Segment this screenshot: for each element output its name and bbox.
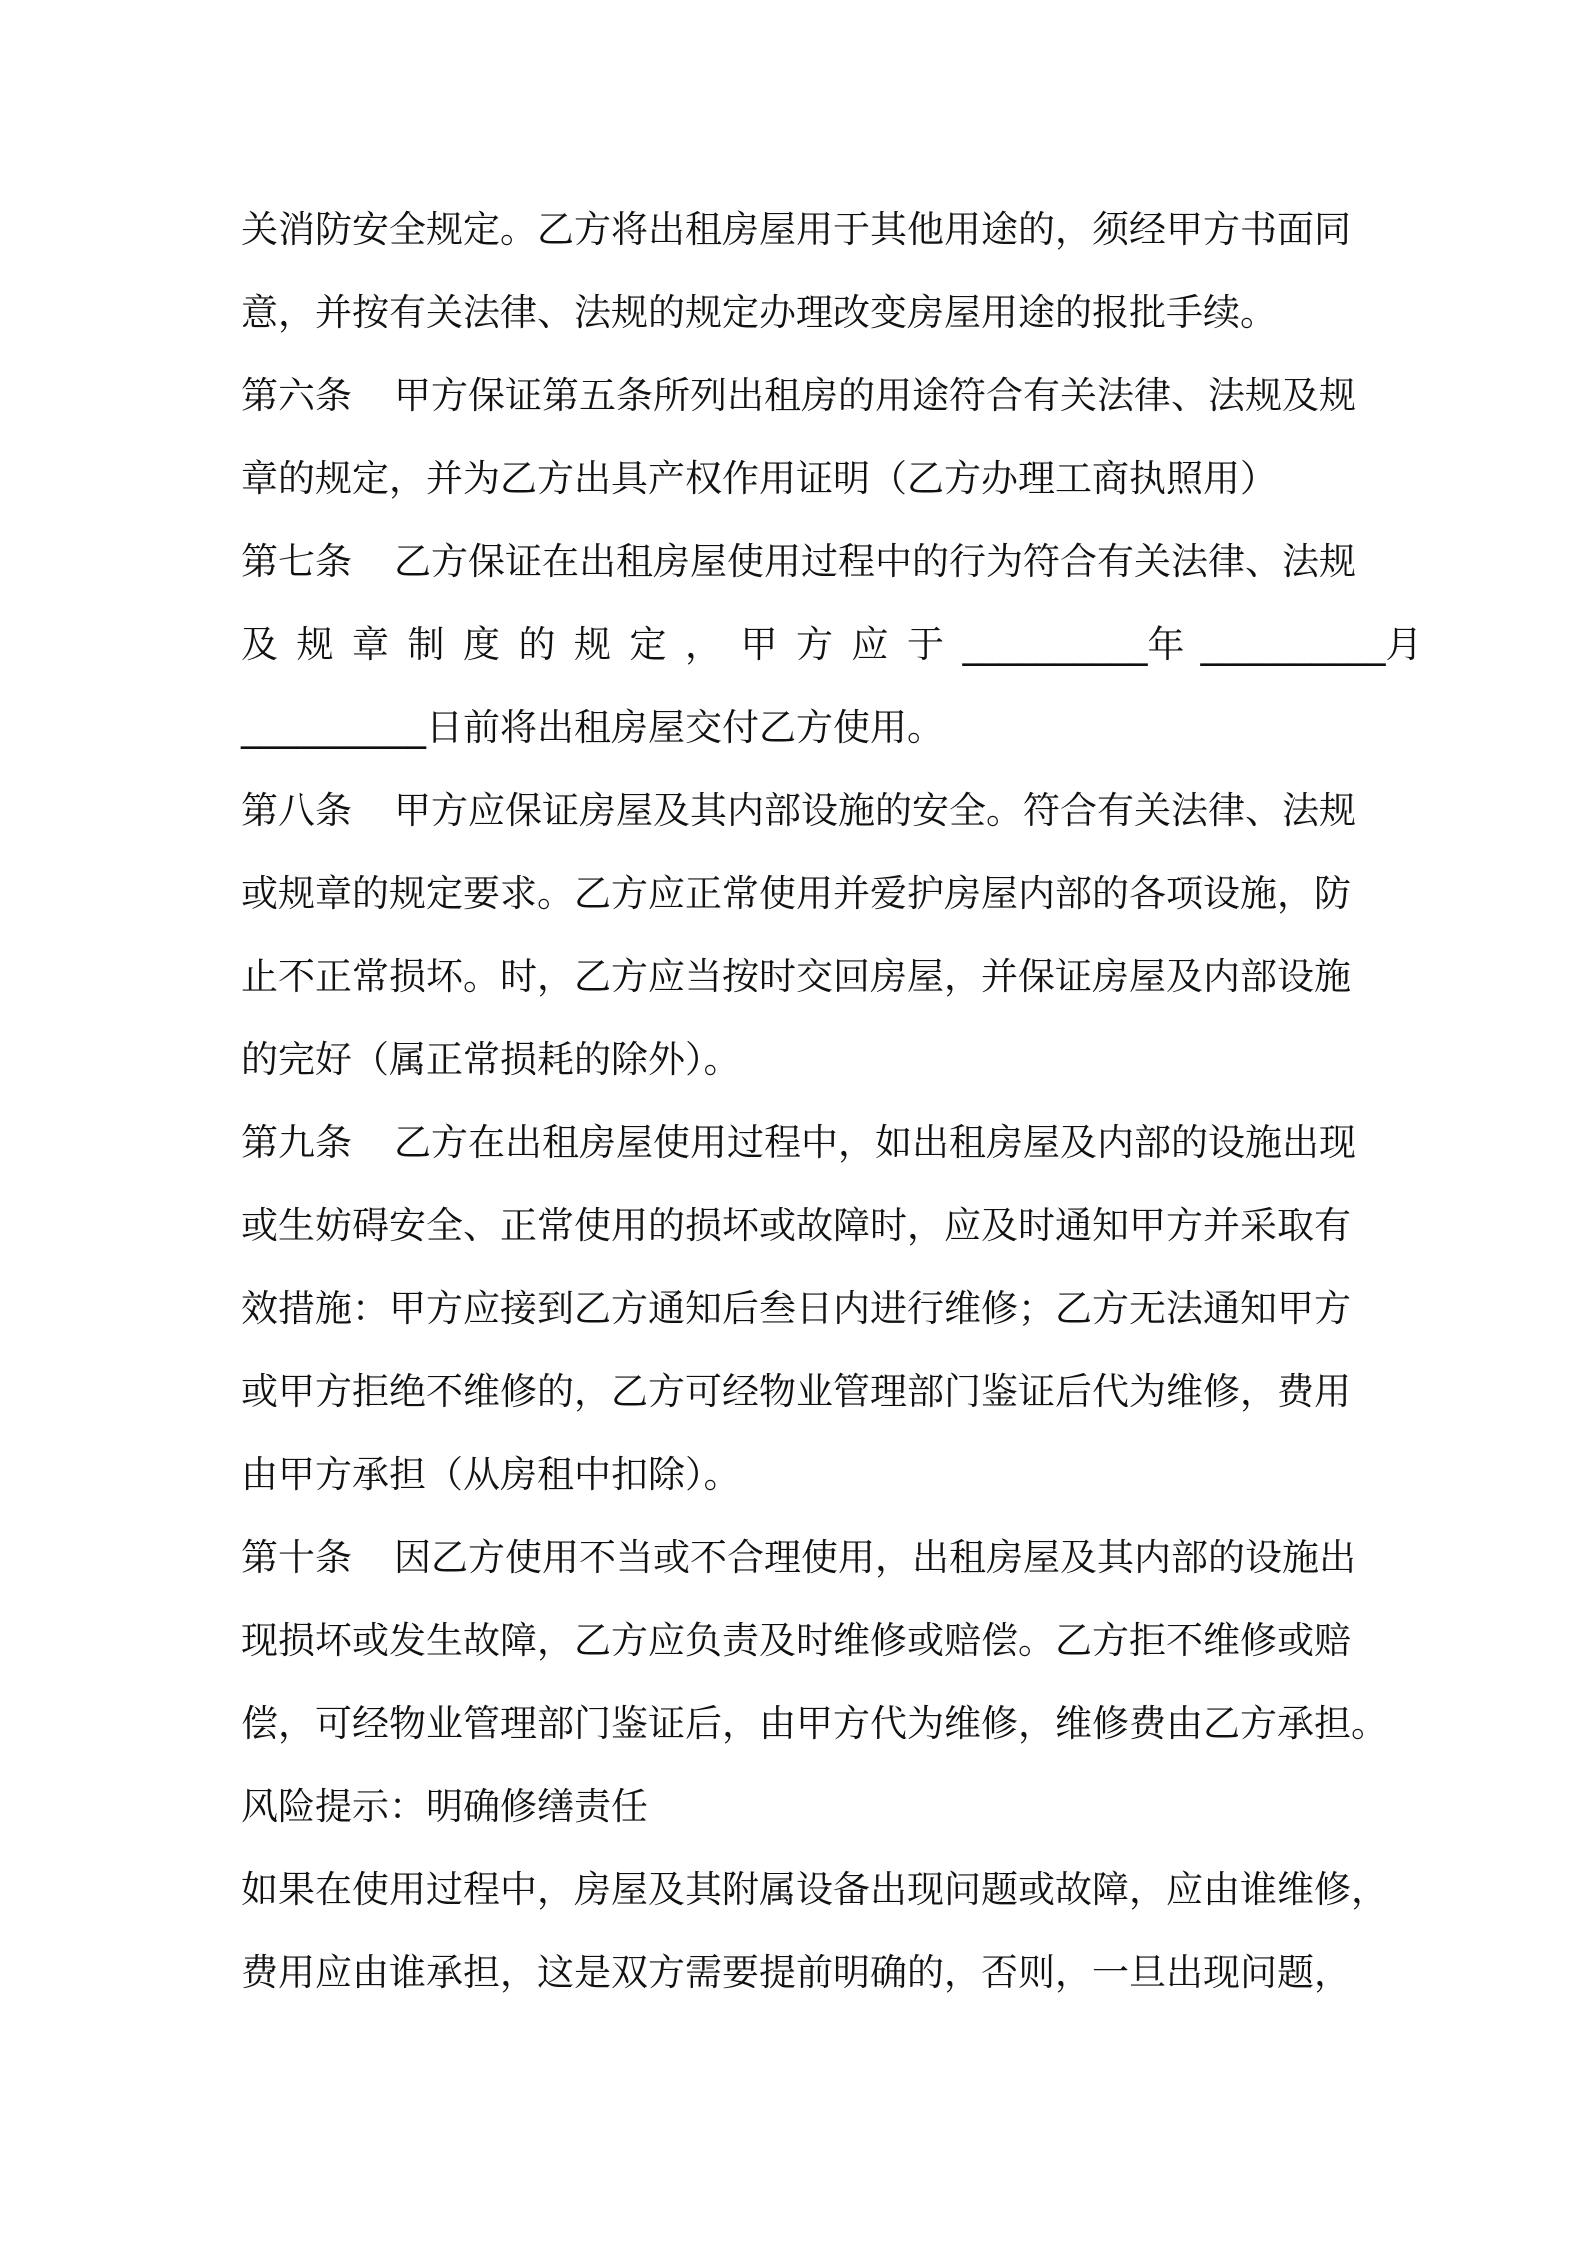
text-line [241,864,1351,924]
text-line [241,200,1351,260]
line-text: 如果在使用过程中，房屋及其附属设备出现问题或故障，应由谁维修， [241,1868,1388,1911]
article-heading-line [241,1528,1356,1588]
date-blank-year: __________ [962,623,1148,666]
month-label: 月 [1385,623,1423,666]
line-text: 现损坏或发生故障，乙方应负责及时维修或赔偿。乙方拒不维修或赔 [241,1619,1351,1662]
article-heading-line [241,532,1356,592]
text-line [241,1860,1388,1920]
line-text: 乙方保证在出租房屋使用过程中的行为符合有关法律、法规 [394,540,1356,583]
text-line [241,615,1423,675]
text-line [241,1030,1351,1090]
article-heading-line [241,1113,1356,1173]
article-heading-line [241,781,1356,841]
article-label: 第九条 [241,1121,352,1164]
line-text: 乙方在出租房屋使用过程中，如出租房屋及内部的设施出现 [394,1121,1356,1164]
article-label: 第八条 [241,789,352,832]
text-line [241,1279,1351,1339]
text-line [241,283,1351,343]
article-label: 第七条 [241,540,352,583]
line-text: 风险提示：明确修缮责任 [241,1785,648,1828]
year-label: 年 [1147,623,1185,666]
text-line [241,1943,1351,2003]
line-text: 效措施：甲方应接到乙方通知后叁日内进行维修；乙方无法通知甲方 [241,1287,1351,1330]
line-text: 因乙方使用不当或不合理使用，出租房屋及其内部的设施出 [394,1536,1356,1579]
line-text: 止不正常损坏。时，乙方应当按时交回房屋，并保证房屋及内部设施 [241,955,1351,998]
text-line [241,1362,1351,1422]
line-text: 偿，可经物业管理部门鉴证后，由甲方代为维修，维修费由乙方承担。 [241,1702,1388,1745]
article-label: 第十条 [241,1536,352,1579]
line-text: 的完好（属正常损耗的除外）。 [241,1038,741,1081]
line-text: 或甲方拒绝不维修的，乙方可经物业管理部门鉴证后代为维修，费用 [241,1370,1351,1413]
text-line [241,1196,1351,1256]
date-blank-month: __________ [1200,623,1386,666]
line-text: 甲方保证第五条所列出租房的用途符合有关法律、法规及规 [394,374,1356,417]
line-text: 费用应由谁承担，这是双方需要提前明确的，否则，一旦出现问题， [241,1951,1351,1994]
line-text: 章的规定，并为乙方出具产权作用证明（乙方办理工商执照用） [241,457,1277,500]
text-line [241,1445,1351,1505]
text-line [241,1694,1388,1754]
text-line [241,947,1351,1007]
text-line [241,1611,1351,1671]
date-blank-day: __________ [241,706,426,749]
line-text: 或规章的规定要求。乙方应正常使用并爱护房屋内部的各项设施，防 [241,872,1351,915]
risk-tip-heading [241,1777,1351,1837]
article-heading-line [241,366,1356,426]
line-text: 意，并按有关法律、法规的规定办理改变房屋用途的报批手续。 [241,291,1277,334]
line-text: 日前将出租房屋交付乙方使用。 [426,706,944,749]
line-text: 或生妨碍安全、正常使用的损坏或故障时，应及时通知甲方并采取有 [241,1204,1351,1247]
line-text: 及规章制度的规定，甲方应于 [241,623,963,666]
line-text: 由甲方承担（从房租中扣除）。 [241,1453,741,1496]
text-line [241,449,1351,509]
article-label: 第六条 [241,374,352,417]
text-line [241,698,1351,758]
line-text: 甲方应保证房屋及其内部设施的安全。符合有关法律、法规 [394,789,1356,832]
line-text: 关消防安全规定。乙方将出租房屋用于其他用途的，须经甲方书面同 [241,208,1351,251]
